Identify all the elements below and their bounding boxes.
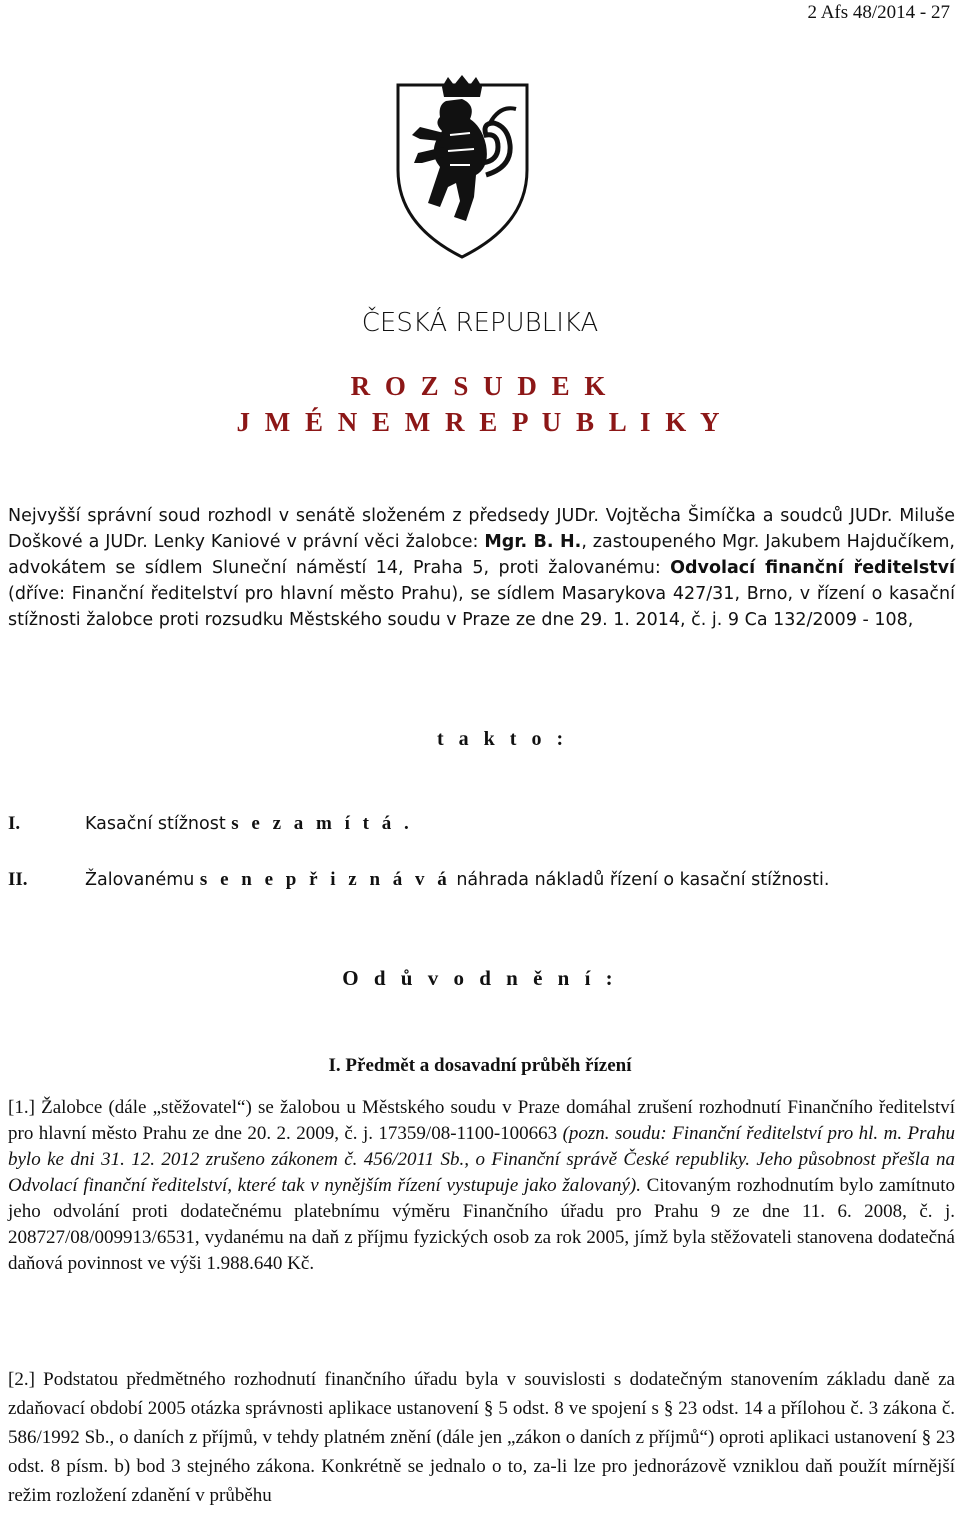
order-post: náhrada nákladů řízení o kasační stížnosti. xyxy=(450,870,830,890)
intro-text-2: , zastoupeného Mgr. Jakubem Hajdučíkem, advokátem se sídlem Sluneční náměstí 14, Praha 5, proti žalovanému: xyxy=(8,532,955,578)
paragraph-1-start: [1.] Žalobce (dále „stěžovatel“) se žalobou u Městského soudu v Praze domáhal zrušení rozhodnutí Finančního ředitelství pro hlavní město Prahu ze dne 20. 2. 2009, č. j. 17359/08-1100-100663 xyxy=(8,1097,955,1144)
verdict-title: R O Z S U D E K xyxy=(350,371,610,401)
intro-text-1: Nejvyšší správní soud rozhodl v senátě složeném z předsedy JUDr. Vojtěcha Šimíčka a soudců JUDr. Miluše Doškové a JUDr. Lenky Kaniové v právní věci žalobce: xyxy=(8,506,955,552)
reasoning-heading: O d ů v o d n ě n í : xyxy=(342,966,618,990)
order-pre: Kasační stížnost xyxy=(85,814,232,834)
plaintiff-name: Mgr. B. H. xyxy=(484,532,582,552)
order-verb: s e z a m í t á . xyxy=(231,813,413,834)
country-title: ČESKÁ REPUBLIKA xyxy=(361,308,599,338)
takto-heading: t a k t o : xyxy=(437,728,569,750)
paragraph-1 xyxy=(8,1095,955,1277)
paragraph-2: [2.] Podstatou předmětného rozhodnutí finančního úřadu byla v souvislosti s dodatečným stanovením základu daně za zdaňovací období 2005 otázka správnosti aplikace ustanovení § 5 odst. 8 ve spojení s § 23 odst. 14 a přílohou č. 3 zákona č. 586/1992 Sb., o daních z příjmů, v tehdy platném znění (dále jen „zákon o daních z příjmů“) oproti aplikaci ustanovení § 23 odst. 8 písm. b) bod 3 stejného zákona. Konkrétně se jednalo o to, za-li lze pro jednorázově vzniklou daň použít mírnější režim rozložení zdanění v průběhu xyxy=(8,1369,955,1506)
order-text xyxy=(85,869,829,891)
intro-paragraph xyxy=(8,503,955,633)
case-number: 2 Afs 48/2014 - 27 xyxy=(807,2,950,23)
defendant-name: Odvolací finanční ředitelství xyxy=(670,558,956,578)
order-number: I. xyxy=(8,813,21,834)
paragraph-1-end: Citovaným rozhodnutím bylo zamítnuto jeho odvolání proti dodatečnému platebnímu výměru Finančního úřadu pro Prahu 9 ze dne 11. 6. 2008, č. j. 208727/08/009913/6531, vydanému na daň z příjmu fyzických osob za rok 2005, jímž byla stěžovateli stanovena dodatečná daňová povinnost ve výši 1.988.640 Kč. xyxy=(8,1175,955,1274)
czech-lion-coat-of-arms-icon xyxy=(390,75,535,265)
order-verb: s e n e p ř i z n á v á xyxy=(199,869,451,890)
order-text xyxy=(85,813,413,835)
verdict-subtitle: J M É N E M R E P U B L I K Y xyxy=(236,407,724,437)
paragraph-1-note: (pozn. soudu: Finanční ředitelství pro hl. m. Prahu bylo ke dni 31. 12. 2012 zrušeno zákonem č. 456/2011 Sb., o Finanční správě České republiky. Jeho působnost přešla na Odvolací finanční ředitelství, které tak v nynějším řízení vystupuje jako žalovaný). xyxy=(8,1123,955,1196)
order-pre: Žalovanému xyxy=(85,870,200,890)
order-number: II. xyxy=(8,869,28,890)
section-title: I. Předmět a dosavadní průběh řízení xyxy=(328,1055,632,1076)
intro-text-3: (dříve: Finanční ředitelství pro hlavní město Prahu), se sídlem Masarykova 427/31, Brno, v řízení o kasační stížnosti žalobce proti rozsudku Městského soudu v Praze ze dne 29. 1. 2014, č. j. 9 Ca 132/2009 - 108, xyxy=(8,584,955,630)
